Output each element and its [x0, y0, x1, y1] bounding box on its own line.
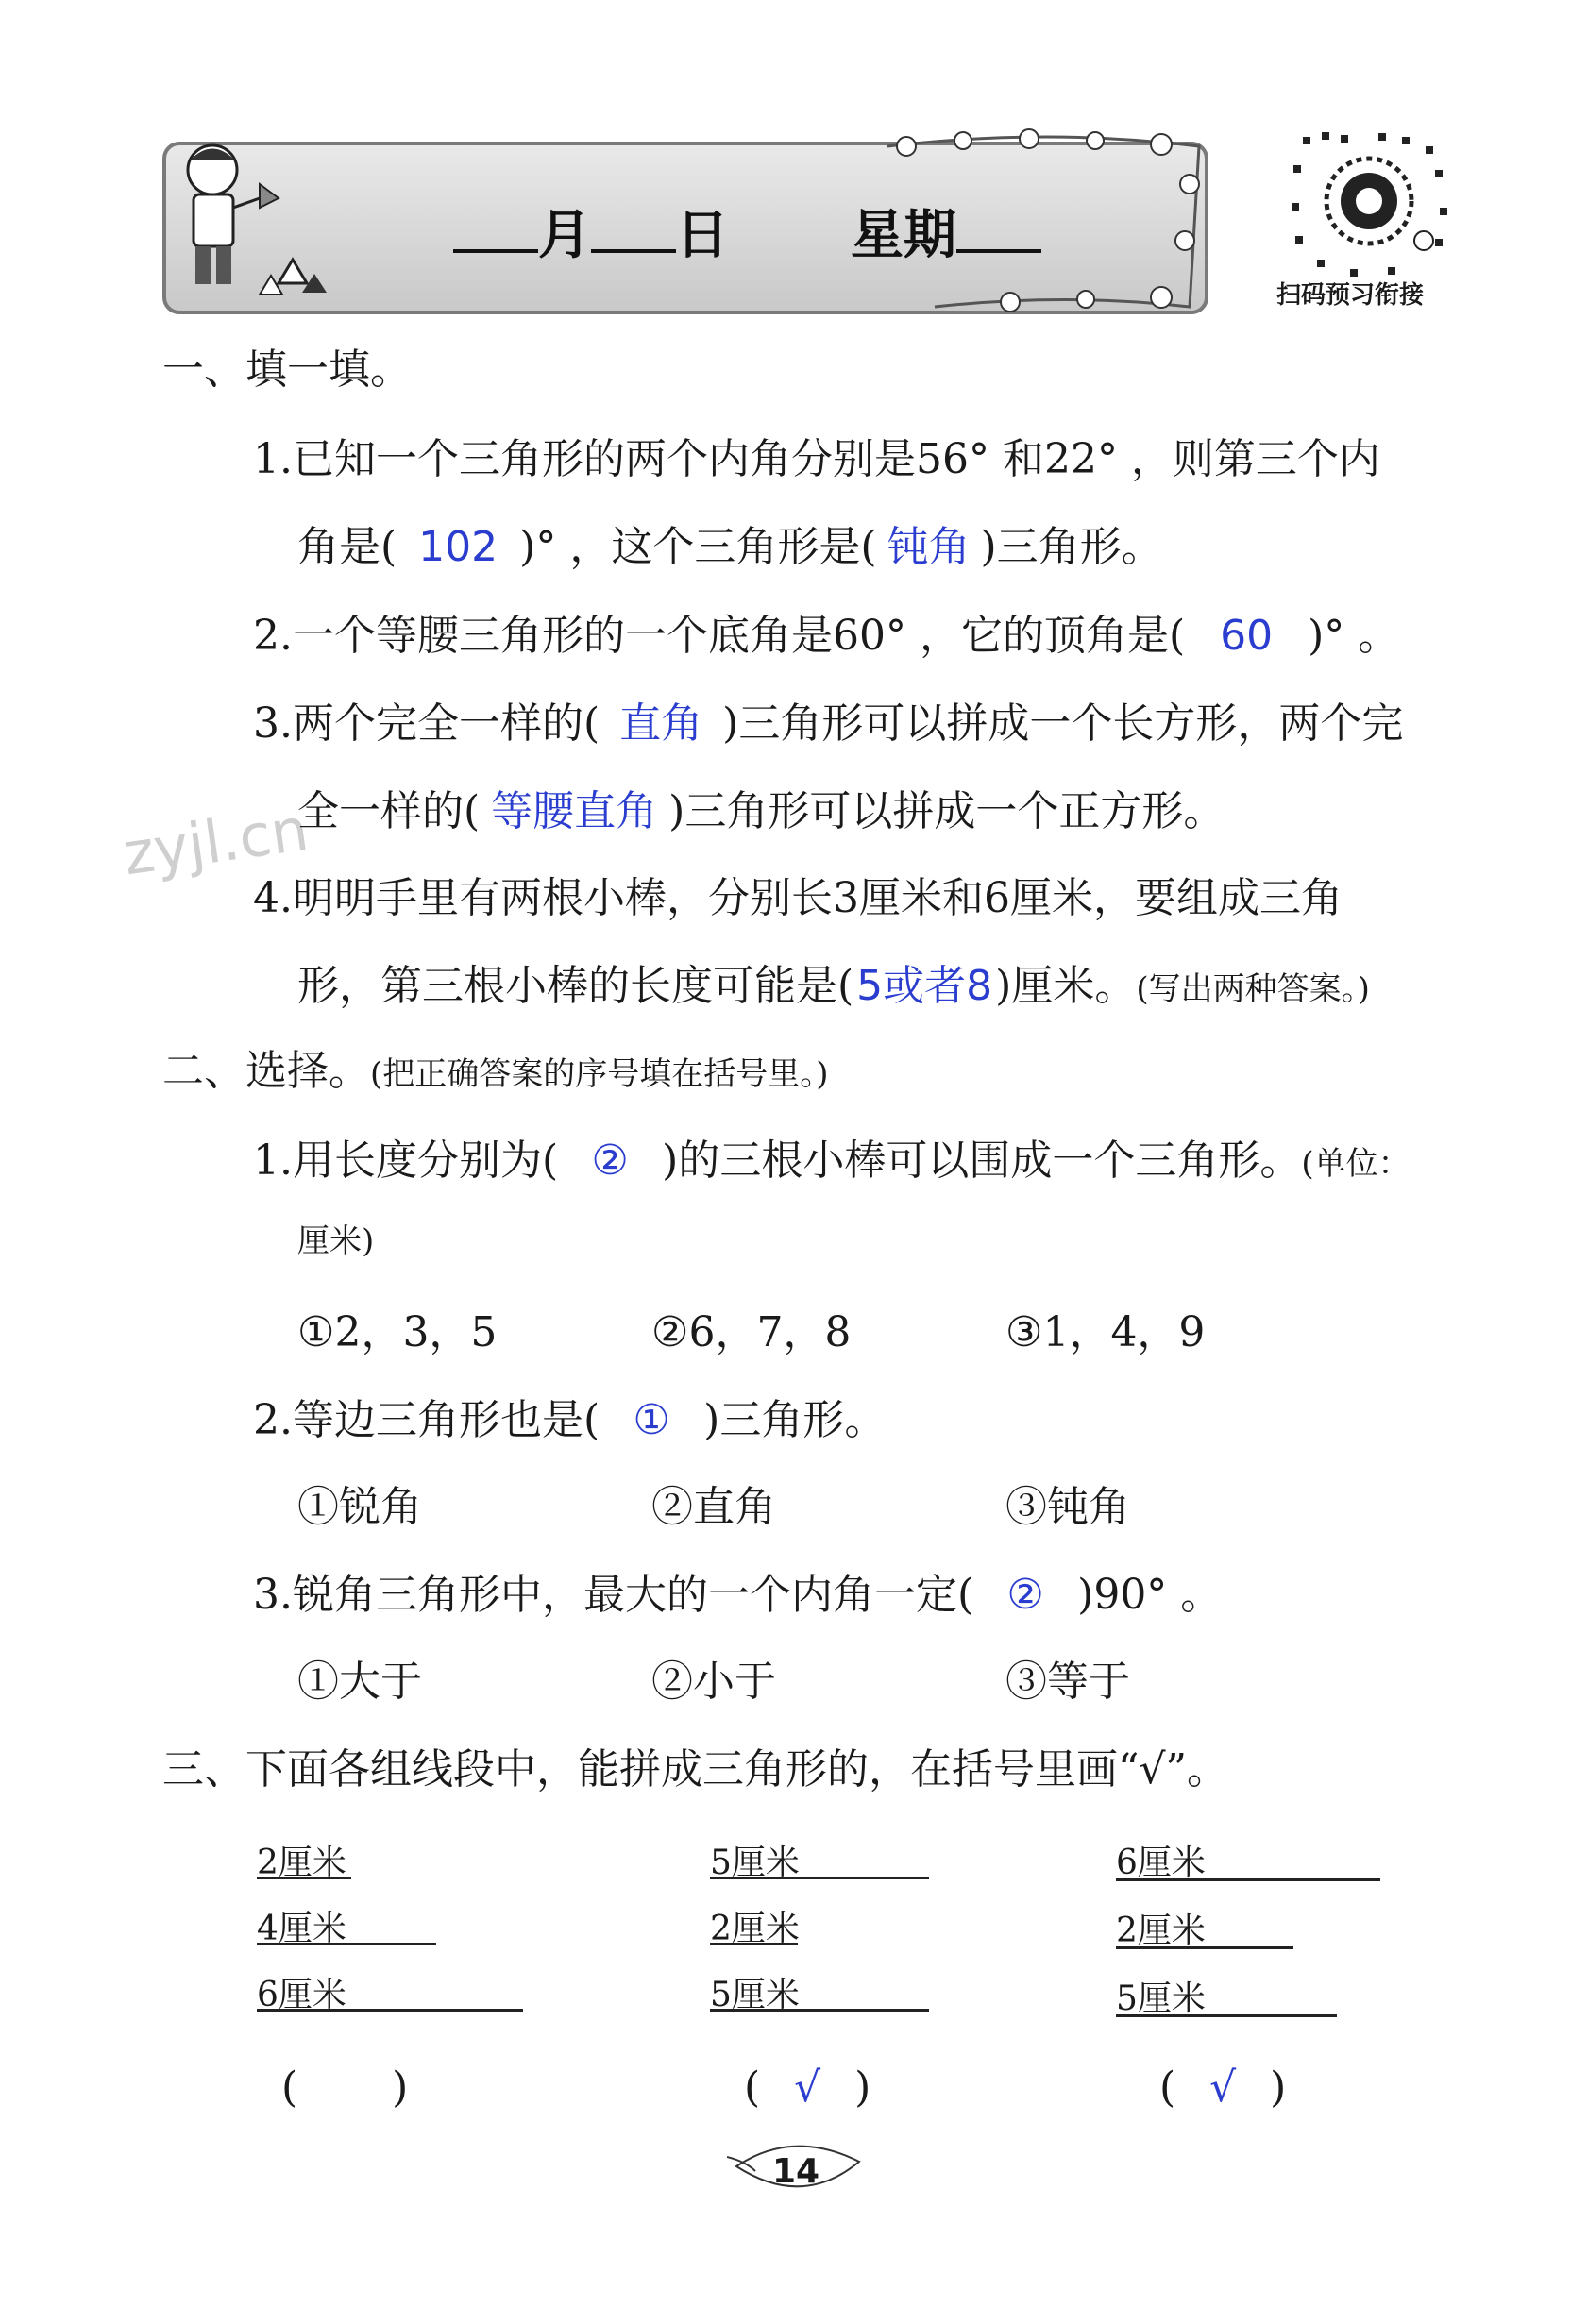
s1-q1-text-a: 角是( — [297, 523, 397, 571]
s2-q2-option1: ①锐角 — [297, 1483, 422, 1531]
s1-q1-line1: 1.已知一个三角形的两个内角分别是56° 和22° ，则第三个内 — [253, 435, 1380, 483]
g1-segment3 — [257, 2009, 523, 2012]
boy-illustration — [156, 132, 345, 312]
g1-label2: 4厘米 — [257, 1910, 346, 1948]
s1-q2-text-a: 2.一个等腰三角形的一个底角是60° ，它的顶角是( — [253, 612, 1186, 660]
month-blank[interactable] — [453, 244, 538, 253]
s1-q3-text-d: )三角形可以拼成一个正方形。 — [668, 787, 1225, 835]
g1-label3: 6厘米 — [257, 1976, 346, 2014]
s2-q3 — [253, 1571, 1223, 1619]
s1-q3-line2 — [297, 787, 1225, 835]
s2-q1-option3: ③1，4，9 — [1005, 1308, 1206, 1356]
s2-q3-answer[interactable]: ② — [1006, 1571, 1044, 1619]
s2-q2-text-b: )三角形。 — [703, 1396, 887, 1444]
s2-q2-option3: ③钝角 — [1005, 1483, 1130, 1531]
s1-q3-text-a: 3.两个完全一样的( — [253, 699, 600, 748]
g1-segment2 — [257, 1943, 436, 1945]
s1-q3-answer2[interactable]: 等腰直角 — [491, 787, 658, 835]
g3-segment3 — [1116, 2014, 1337, 2017]
g2-answer: √ — [794, 2063, 821, 2112]
s1-q3-text-b: )三角形可以拼成一个长方形，两个完 — [722, 699, 1404, 748]
g1-label1: 2厘米 — [257, 1844, 346, 1882]
s1-q4-answer[interactable]: 5或者8 — [856, 962, 993, 1010]
s2-q2-answer[interactable]: ① — [633, 1396, 670, 1444]
s2-q3-text-b: )90° 。 — [1077, 1571, 1223, 1619]
s1-q2 — [253, 612, 1400, 660]
s2-q3-option2: ②小于 — [651, 1658, 776, 1706]
g2-segment2 — [710, 1943, 798, 1945]
s1-q4-text-a: 形，第三根小棒的长度可能是( — [297, 962, 854, 1010]
s2-q1-text-b: )的三根小棒可以围成一个三角形。 — [662, 1137, 1302, 1185]
section1-title: 一、填一填。 — [162, 345, 412, 394]
section2-note: (把正确答案的序号填在括号里。) — [370, 1055, 829, 1093]
s2-q1-note1: (单位： — [1301, 1145, 1411, 1183]
s2-q1-option2: ②6，7，8 — [651, 1308, 852, 1356]
qr-code-icon[interactable] — [1284, 127, 1454, 288]
page-number: 14 — [772, 2152, 820, 2191]
g3-segment2 — [1116, 1946, 1293, 1949]
s2-q1 — [253, 1137, 1411, 1185]
date-line — [453, 194, 1041, 269]
scan-caption: 扫码预习衔接 — [1276, 281, 1425, 310]
g1-segment1 — [257, 1877, 351, 1879]
g2-label3: 5厘米 — [710, 1976, 800, 2014]
s2-q2-text-a: 2.等边三角形也是( — [253, 1396, 600, 1444]
s1-q2-text-b: )° 。 — [1308, 612, 1400, 660]
g2-segment3 — [710, 2009, 929, 2012]
s2-q1-option1: ①2，3，5 — [297, 1308, 498, 1356]
g1-answer-box[interactable]: ( ) — [281, 2063, 409, 2112]
s1-q2-answer[interactable]: 60 — [1220, 612, 1274, 660]
g3-label1: 6厘米 — [1116, 1844, 1206, 1882]
section2-title: 二、选择。 — [162, 1047, 370, 1095]
s2-q1-text-a: 1.用长度分别为( — [253, 1137, 559, 1185]
s1-q3-answer1[interactable]: 直角 — [619, 699, 703, 748]
s2-q1-note2: 厘米) — [297, 1222, 375, 1260]
g2-answer-box[interactable]: ( √ ) — [744, 2063, 871, 2112]
g3-segment1 — [1116, 1878, 1380, 1881]
g3-answer: √ — [1209, 2063, 1237, 2112]
s2-q2-option2: ②直角 — [651, 1483, 776, 1531]
s1-q1-line2 — [297, 523, 1163, 571]
s1-q1-text-c: )三角形。 — [980, 523, 1163, 571]
weekday-label: 星期 — [851, 205, 956, 266]
g2-label1: 5厘米 — [710, 1844, 800, 1882]
watermark: zyjl.cn — [118, 794, 313, 889]
s1-q1-answer1[interactable]: 102 — [418, 523, 498, 571]
day-label: 日 — [676, 205, 729, 266]
g3-label2: 2厘米 — [1116, 1911, 1206, 1950]
s2-q3-option1: ①大于 — [297, 1658, 422, 1706]
s2-q2 — [253, 1396, 887, 1444]
s1-q4-line2 — [297, 962, 1370, 1010]
s1-q4-line1: 4.明明手里有两根小棒，分别长3厘米和6厘米，要组成三角 — [253, 874, 1343, 922]
s1-q1-text-b: )° ，这个三角形是( — [519, 523, 877, 571]
g3-label3: 5厘米 — [1116, 1979, 1206, 2018]
g2-label2: 2厘米 — [710, 1910, 800, 1948]
g2-segment1 — [710, 1877, 929, 1879]
s1-q4-note: (写出两种答案。) — [1136, 970, 1370, 1008]
s1-q3-line1 — [253, 699, 1404, 748]
s2-q3-option3: ③等于 — [1005, 1658, 1130, 1706]
s1-q4-text-b: )厘米。 — [995, 962, 1137, 1010]
section3-title: 三、下面各组线段中，能拼成三角形的，在括号里画“√”。 — [162, 1745, 1229, 1794]
month-label: 月 — [538, 205, 591, 266]
s1-q3-text-c: 全一样的( — [297, 787, 481, 835]
s2-q1-answer[interactable]: ② — [591, 1137, 629, 1185]
day-blank[interactable] — [591, 244, 676, 253]
section2-heading — [162, 1047, 829, 1095]
weekday-blank[interactable] — [956, 244, 1041, 253]
s1-q1-answer2[interactable]: 钝角 — [887, 523, 971, 571]
g3-answer-box[interactable]: ( √ ) — [1159, 2063, 1287, 2112]
s2-q3-text-a: 3.锐角三角形中，最大的一个内角一定( — [253, 1571, 974, 1619]
